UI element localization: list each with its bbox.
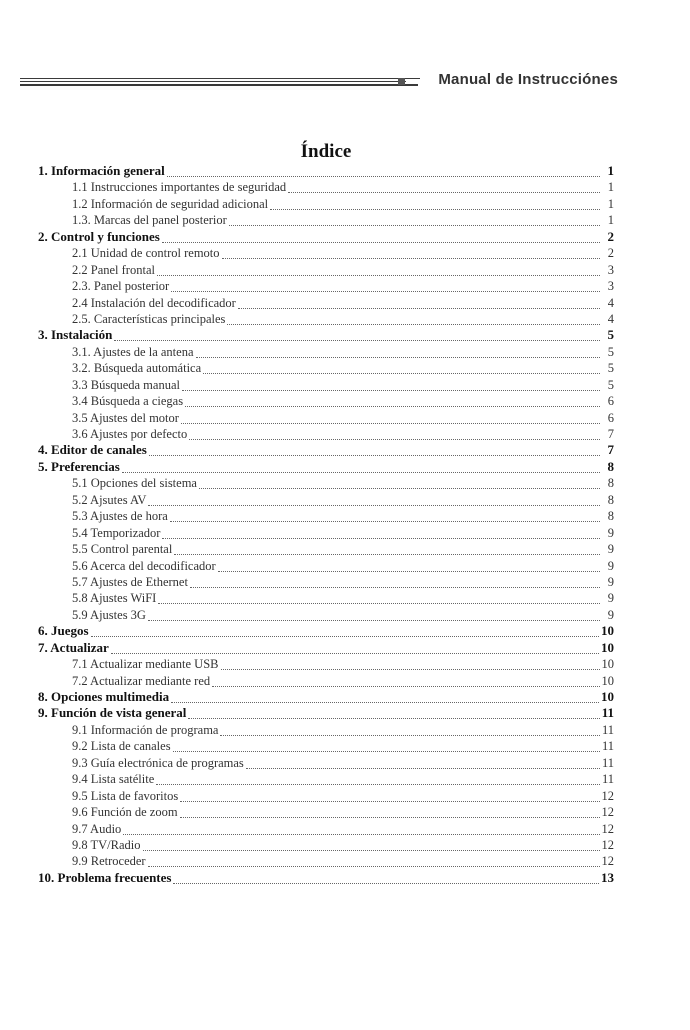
toc-entry-page-number: 9 bbox=[607, 525, 614, 540]
toc-entry-label: 5.7 Ajustes de Ethernet bbox=[72, 574, 188, 589]
header-rule bbox=[20, 81, 406, 82]
toc-entry-page-number: 9 bbox=[607, 558, 614, 573]
toc-entry-label: 9.2 Lista de canales bbox=[72, 739, 171, 754]
toc-entry-page-number: 9 bbox=[607, 591, 614, 606]
toc-entry-label: 5. Preferencias bbox=[38, 458, 120, 474]
dot-leader bbox=[170, 510, 600, 522]
toc-entry-label: 3.5 Ajustes del motor bbox=[72, 410, 179, 425]
dot-leader bbox=[162, 527, 600, 539]
toc-entry-page-number: 10 bbox=[601, 689, 614, 704]
toc-subsection-entry bbox=[38, 558, 614, 574]
toc-subsection-entry bbox=[38, 508, 614, 524]
dot-leader bbox=[185, 395, 600, 407]
toc-subsection-entry bbox=[38, 738, 614, 754]
dot-leader bbox=[123, 823, 599, 835]
toc-entry-page-number: 6 bbox=[607, 394, 614, 409]
toc-entry-label: 3.2. Búsqueda automática bbox=[72, 361, 202, 376]
toc-subsection-entry bbox=[38, 673, 614, 689]
toc-subsection-entry bbox=[38, 360, 614, 376]
toc-subsection-entry bbox=[38, 492, 614, 508]
toc-entry-label: 8. Opciones multimedia bbox=[38, 689, 170, 704]
toc-subsection-entry bbox=[38, 853, 614, 869]
toc-entry-label: 5.5 Control parental bbox=[72, 542, 173, 557]
dot-leader bbox=[167, 165, 600, 177]
toc-subsection-entry bbox=[38, 574, 614, 590]
toc-entry-page-number: 8 bbox=[607, 509, 614, 524]
dot-leader bbox=[180, 790, 599, 802]
toc-subsection-entry bbox=[38, 344, 614, 360]
header-rule bbox=[20, 78, 420, 79]
toc-entry-page-number: 13 bbox=[601, 869, 614, 885]
toc-entry-label: 5.1 Opciones del sistema bbox=[72, 476, 197, 491]
dot-leader bbox=[156, 773, 600, 785]
toc-entry-page-number: 11 bbox=[601, 739, 614, 754]
toc-entry-page-number: 12 bbox=[601, 788, 614, 803]
toc-entry-page-number: 12 bbox=[601, 854, 614, 869]
toc-entry-label: 1.3. Marcas del panel posterior bbox=[72, 213, 227, 228]
toc-entry-page-number: 4 bbox=[607, 295, 614, 310]
toc-entry-label: 1.2 Información de seguridad adicional bbox=[72, 196, 269, 211]
toc-entry-label: 7.1 Actualizar mediante USB bbox=[72, 657, 219, 672]
toc-section-entry bbox=[38, 327, 614, 343]
header-rule bbox=[20, 84, 418, 86]
toc-section-entry bbox=[38, 442, 614, 458]
dot-leader bbox=[270, 198, 600, 210]
dot-leader bbox=[148, 855, 600, 867]
dot-leader bbox=[238, 297, 600, 309]
dot-leader bbox=[220, 724, 599, 736]
toc-entry-page-number: 8 bbox=[607, 476, 614, 491]
toc-entry-label: 4. Editor de canales bbox=[38, 442, 147, 458]
toc-entry-page-number: 9 bbox=[607, 607, 614, 622]
toc-entry-page-number: 9 bbox=[607, 542, 614, 557]
toc-subsection-entry bbox=[38, 410, 614, 426]
dot-leader bbox=[148, 494, 600, 506]
dot-leader bbox=[171, 691, 599, 703]
dot-leader bbox=[114, 329, 600, 341]
toc-entry-page-number: 1 bbox=[607, 163, 614, 178]
toc-entry-page-number: 11 bbox=[601, 772, 614, 787]
toc-subsection-entry bbox=[38, 179, 614, 195]
toc-entry-label: 7. Actualizar bbox=[38, 639, 109, 655]
toc-section-entry bbox=[38, 705, 614, 721]
toc-entry-label: 2.4 Instalación del decodificador bbox=[72, 295, 236, 310]
toc-entry-label: 5.6 Acerca del decodificador bbox=[72, 558, 216, 573]
dot-leader bbox=[199, 477, 600, 489]
dot-leader bbox=[218, 560, 600, 572]
toc-entry-page-number: 3 bbox=[607, 262, 614, 277]
dot-leader bbox=[229, 214, 600, 226]
toc-entry-label: 3.6 Ajustes por defecto bbox=[72, 427, 188, 441]
toc-entry-label: 9. Función de vista general bbox=[38, 705, 187, 721]
toc-section-entry bbox=[38, 229, 614, 245]
toc-entry-page-number: 11 bbox=[601, 705, 614, 721]
toc-subsection-entry bbox=[38, 656, 614, 672]
page-title: Índice bbox=[300, 141, 352, 162]
toc-subsection-entry bbox=[38, 804, 614, 820]
dot-leader bbox=[173, 872, 599, 884]
toc-subsection-entry bbox=[38, 377, 614, 393]
toc-entry-label: 9.8 TV/Radio bbox=[72, 837, 141, 852]
table-of-contents bbox=[38, 163, 614, 886]
toc-subsection-entry bbox=[38, 590, 614, 606]
dot-leader bbox=[180, 806, 600, 818]
dot-leader bbox=[203, 362, 600, 374]
dot-leader bbox=[246, 757, 600, 769]
toc-entry-page-number: 11 bbox=[601, 722, 614, 737]
dot-leader bbox=[158, 592, 600, 604]
dot-leader bbox=[212, 675, 599, 687]
page-header bbox=[20, 66, 618, 100]
header-title: Manual de Instrucciónes bbox=[438, 71, 618, 88]
toc-entry-page-number: 10 bbox=[601, 673, 614, 688]
dot-leader bbox=[122, 461, 600, 473]
toc-entry-label: 3.4 Búsqueda a ciegas bbox=[72, 394, 184, 409]
toc-subsection-entry bbox=[38, 196, 614, 212]
dot-leader bbox=[182, 379, 600, 391]
dot-leader bbox=[149, 444, 600, 456]
dot-leader bbox=[171, 280, 600, 292]
toc-subsection-entry bbox=[38, 475, 614, 491]
toc-subsection-entry bbox=[38, 311, 614, 327]
toc-entry-page-number: 12 bbox=[601, 837, 614, 852]
toc-subsection-entry bbox=[38, 788, 614, 804]
toc-section-entry bbox=[38, 870, 614, 886]
toc-entry-label: 5.8 Ajustes WiFI bbox=[72, 591, 157, 606]
toc-section-entry bbox=[38, 163, 614, 179]
dot-leader bbox=[196, 346, 601, 358]
dot-leader bbox=[188, 707, 599, 719]
toc-entry-page-number: 8 bbox=[607, 458, 614, 474]
toc-section-entry bbox=[38, 623, 614, 639]
toc-entry-page-number: 2 bbox=[607, 246, 614, 261]
toc-entry-label: 1.1 Instrucciones importantes de seguridad bbox=[72, 180, 287, 195]
toc-entry-label: 2. Control y funciones bbox=[38, 228, 160, 244]
dot-leader bbox=[173, 740, 600, 752]
toc-entry-page-number: 1 bbox=[607, 196, 614, 211]
toc-entry-label: 9.7 Audio bbox=[72, 821, 122, 836]
toc-entry-page-number: 8 bbox=[607, 492, 614, 507]
toc-entry-label: 5.9 Ajustes 3G bbox=[72, 607, 146, 622]
toc-subsection-entry bbox=[38, 771, 614, 787]
dot-leader bbox=[227, 313, 600, 325]
toc-entry-page-number: 9 bbox=[607, 574, 614, 589]
toc-subsection-entry bbox=[38, 837, 614, 853]
toc-subsection-entry bbox=[38, 278, 614, 294]
toc-entry-page-number: 7 bbox=[607, 442, 614, 458]
toc-subsection-entry bbox=[38, 212, 614, 228]
toc-subsection-entry bbox=[38, 245, 614, 261]
toc-section-entry bbox=[38, 459, 614, 475]
toc-subsection-entry bbox=[38, 607, 614, 623]
toc-entry-page-number: 5 bbox=[607, 327, 614, 343]
toc-entry-label: 9.4 Lista satélite bbox=[72, 772, 155, 787]
toc-subsection-entry bbox=[38, 426, 614, 442]
toc-entry-page-number: 3 bbox=[607, 279, 614, 294]
toc-section-entry bbox=[38, 640, 614, 656]
toc-entry-label: 9.1 Información de programa bbox=[72, 722, 219, 737]
dot-leader bbox=[148, 609, 600, 621]
dot-leader bbox=[157, 264, 600, 276]
toc-section-entry bbox=[38, 689, 614, 705]
toc-entry-label: 2.3. Panel posterior bbox=[72, 279, 170, 294]
toc-subsection-entry bbox=[38, 821, 614, 837]
toc-entry-label: 2.2 Panel frontal bbox=[72, 262, 155, 277]
dot-leader bbox=[91, 625, 599, 637]
toc-entry-page-number: 1 bbox=[607, 213, 614, 228]
dot-leader bbox=[111, 642, 599, 654]
toc-entry-label: 5.2 Ajsutes AV bbox=[72, 492, 147, 507]
toc-entry-page-number: 5 bbox=[607, 377, 614, 392]
toc-entry-label: 7.2 Actualizar mediante red bbox=[72, 673, 211, 688]
toc-entry-label: 1. Información general bbox=[38, 163, 165, 178]
dot-leader bbox=[222, 247, 600, 259]
toc-entry-page-number: 5 bbox=[607, 361, 614, 376]
toc-entry-page-number: 12 bbox=[601, 821, 614, 836]
dot-leader bbox=[221, 658, 600, 670]
dot-leader bbox=[181, 412, 600, 424]
dot-leader bbox=[162, 231, 600, 243]
dot-leader bbox=[174, 543, 600, 555]
toc-entry-page-number: 12 bbox=[601, 805, 614, 820]
toc-entry-label: 5.4 Temporizador bbox=[72, 525, 161, 540]
toc-subsection-entry bbox=[38, 722, 614, 738]
toc-subsection-entry bbox=[38, 541, 614, 557]
toc-entry-label: 2.5. Características principales bbox=[72, 311, 226, 326]
toc-entry-label: 9.9 Retroceder bbox=[72, 854, 146, 869]
toc-entry-page-number: 10 bbox=[601, 639, 614, 655]
toc-subsection-entry bbox=[38, 262, 614, 278]
toc-entry-page-number: 5 bbox=[607, 344, 614, 359]
toc-entry-label: 6. Juegos bbox=[38, 623, 89, 639]
toc-entry-page-number: 2 bbox=[607, 228, 614, 244]
toc-entry-label: 5.3 Ajustes de hora bbox=[72, 509, 168, 524]
dot-leader bbox=[143, 839, 600, 851]
toc-entry-page-number: 6 bbox=[607, 410, 614, 425]
toc-entry-label: 3.3 Búsqueda manual bbox=[72, 377, 180, 392]
toc-entry-label: 9.3 Guía electrónica de programas bbox=[72, 755, 244, 770]
toc-subsection-entry bbox=[38, 755, 614, 771]
dot-leader bbox=[189, 428, 600, 440]
toc-entry-label: 3.1. Ajustes de la antena bbox=[72, 344, 194, 359]
toc-entry-label: 10. Problema frecuentes bbox=[38, 869, 172, 885]
toc-subsection-entry bbox=[38, 525, 614, 541]
dot-leader bbox=[288, 181, 600, 193]
toc-subsection-entry bbox=[38, 393, 614, 409]
toc-entry-label: 9.6 Función de zoom bbox=[72, 805, 178, 820]
toc-subsection-entry bbox=[38, 295, 614, 311]
toc-entry-page-number: 4 bbox=[607, 311, 614, 326]
toc-entry-label: 2.1 Unidad de control remoto bbox=[72, 246, 220, 261]
toc-entry-page-number: 11 bbox=[601, 755, 614, 770]
header-bullet bbox=[398, 78, 405, 85]
toc-entry-page-number: 10 bbox=[601, 657, 614, 672]
toc-entry-page-number: 10 bbox=[601, 623, 614, 639]
toc-entry-page-number: 7 bbox=[607, 427, 614, 441]
toc-entry-label: 9.5 Lista de favoritos bbox=[72, 788, 179, 803]
toc-entry-label: 3. Instalación bbox=[38, 327, 113, 343]
toc-entry-page-number: 1 bbox=[607, 180, 614, 195]
dot-leader bbox=[190, 576, 600, 588]
